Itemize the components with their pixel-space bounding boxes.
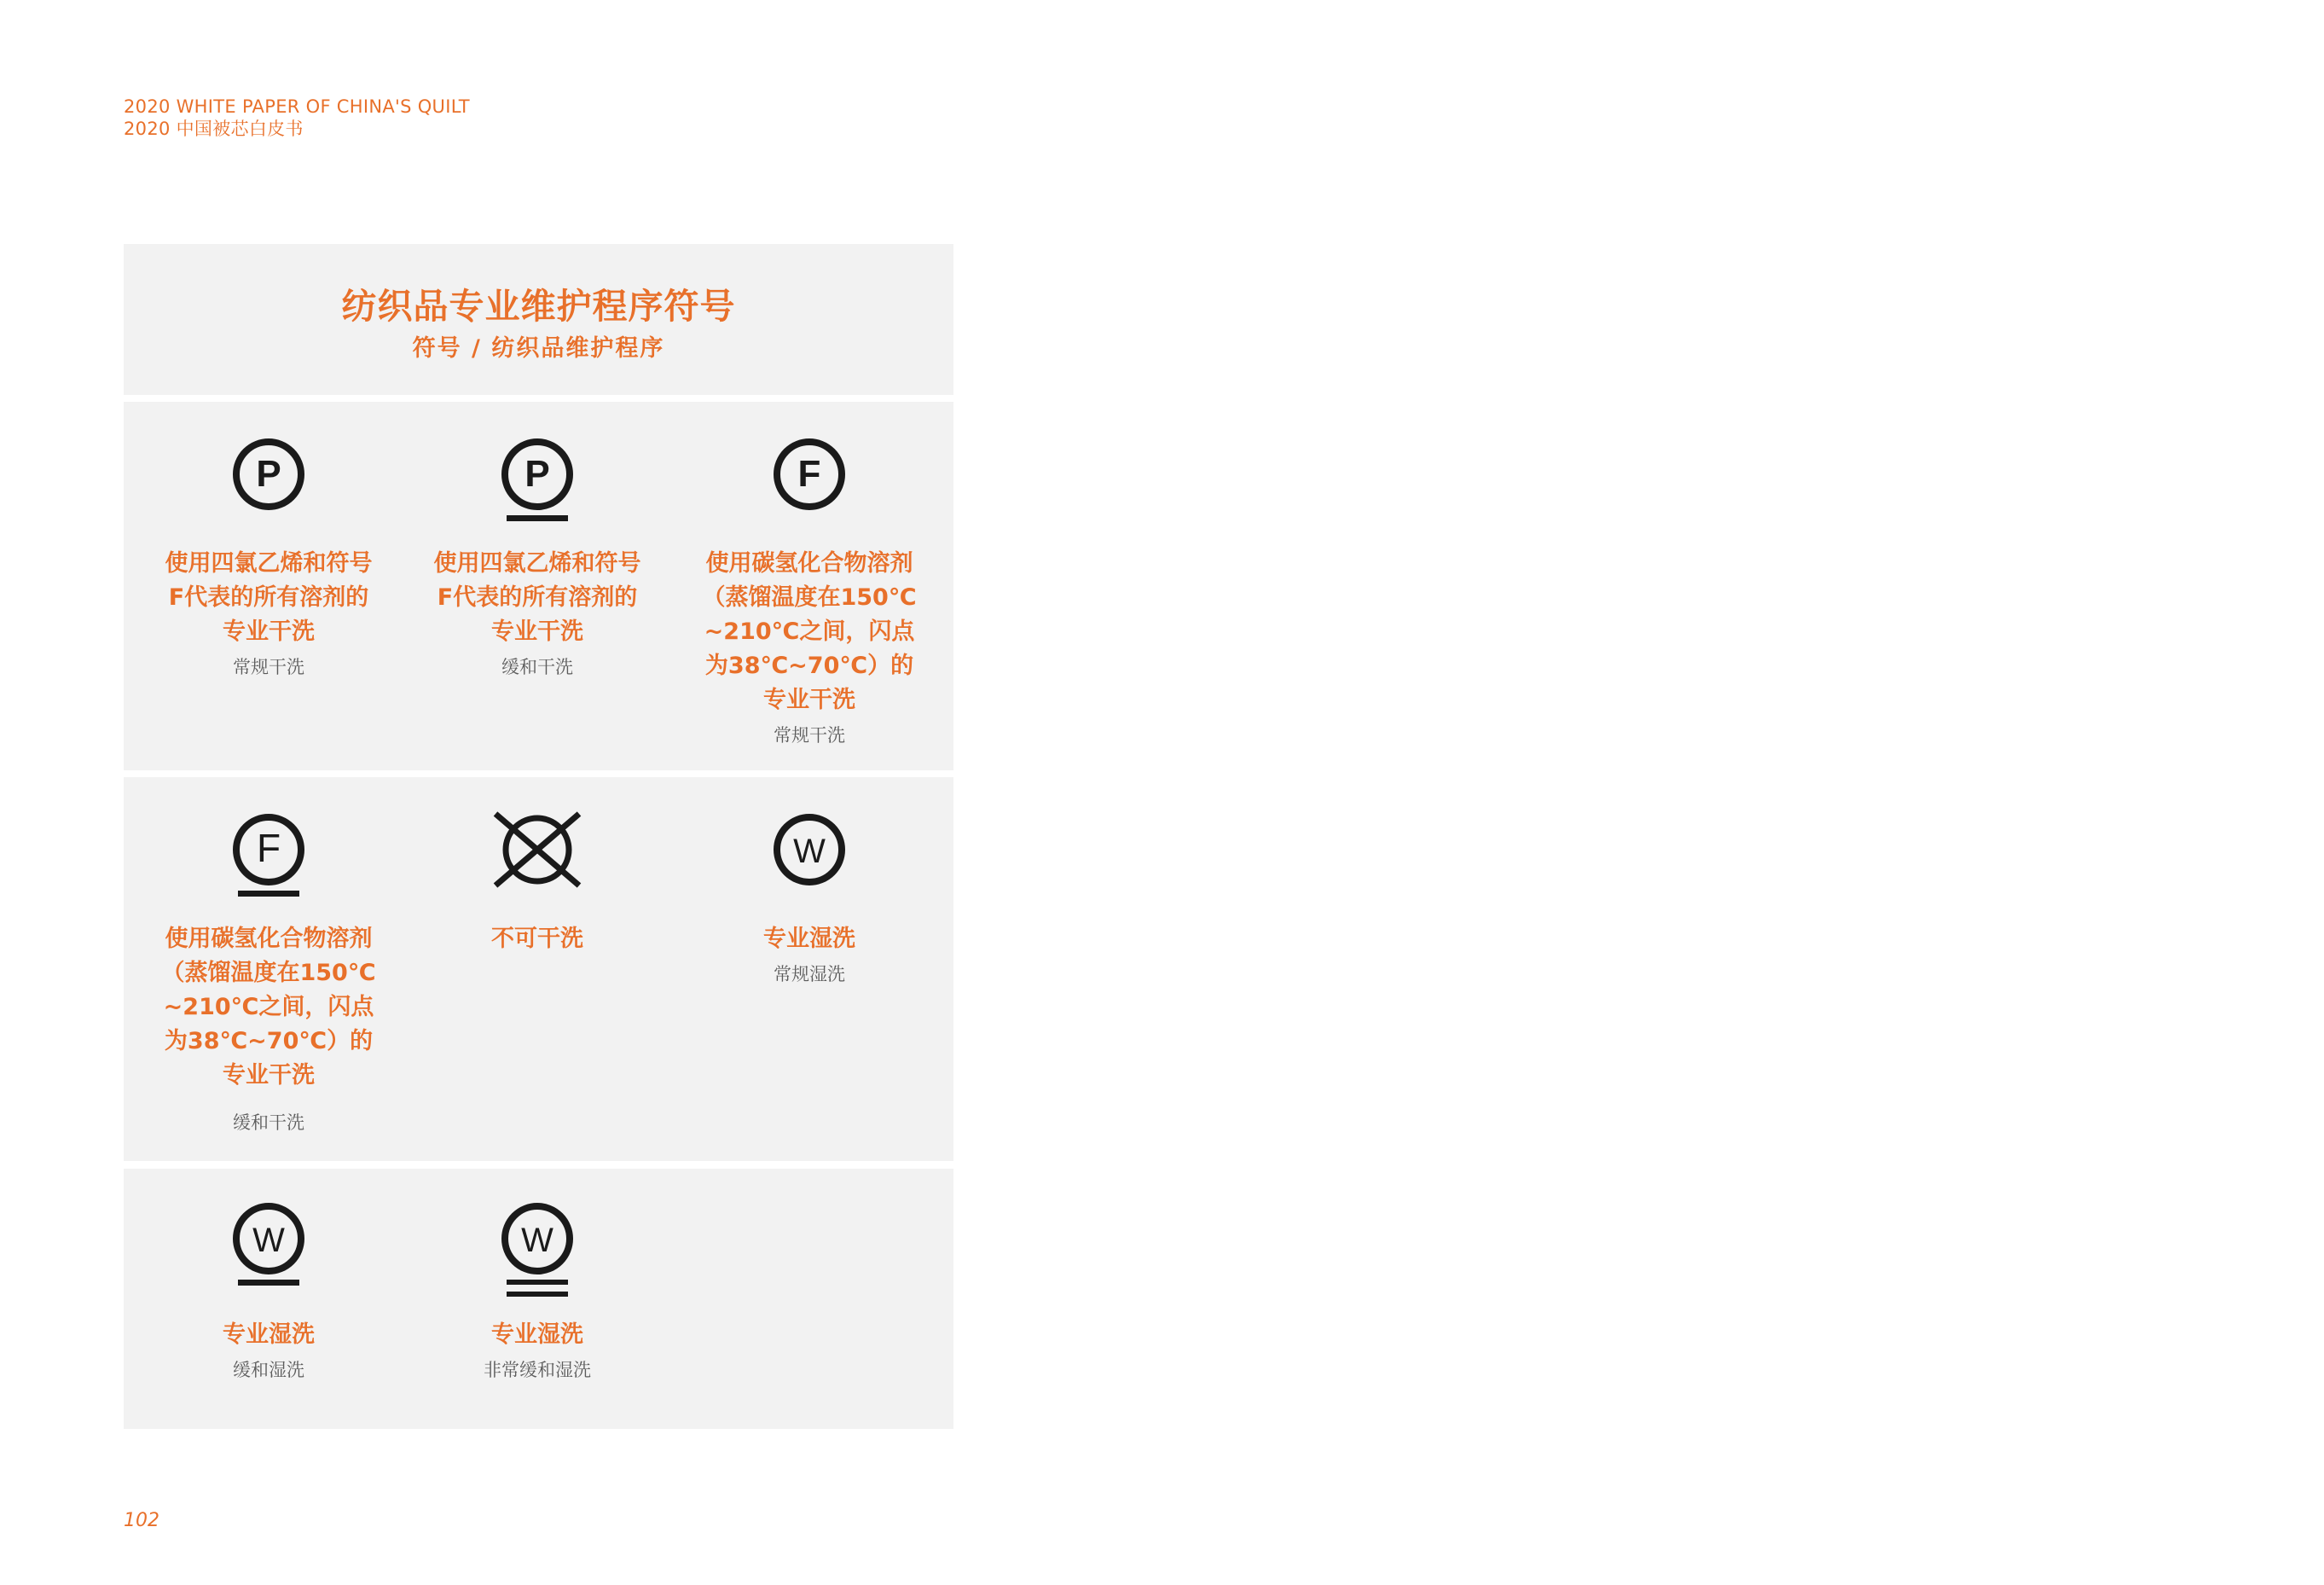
symbol-note: 常规干洗 xyxy=(233,657,304,677)
svg-text:F: F xyxy=(256,826,281,870)
symbol-title: 使用四氯乙烯和符号 F代表的所有溶剂的 专业干洗 xyxy=(165,550,373,645)
symbol-item xyxy=(149,808,388,1135)
symbol-title: 专业湿洗 xyxy=(491,1321,583,1348)
symbol-note: 非常缓和湿洗 xyxy=(484,1360,591,1380)
symbol-note: 常规湿洗 xyxy=(774,964,845,984)
symbol-title: 使用碳氢化合物溶剂 （蒸馏温度在150℃ ~210℃之间，闪点 为38℃~70℃）的 专业干洗 xyxy=(161,926,376,1089)
symbol-note: 缓和湿洗 xyxy=(233,1360,304,1380)
symbol-item xyxy=(149,433,388,680)
circle-w-icon xyxy=(762,808,856,902)
symbol-title: 专业湿洗 xyxy=(223,1321,315,1348)
header-title-en: 2020 WHITE PAPER OF CHINA'S QUILT xyxy=(124,96,470,117)
header-title-cn: 2020 中国被芯白皮书 xyxy=(124,119,304,139)
symbol-note: 常规干洗 xyxy=(774,725,845,746)
symbols-row-1 xyxy=(124,402,953,770)
section-subtitle: 符号 / 纺织品维护程序 xyxy=(412,335,665,362)
title-panel xyxy=(124,244,953,395)
symbol-item xyxy=(418,1197,657,1383)
symbol-item xyxy=(690,433,929,748)
svg-text:W: W xyxy=(521,1222,553,1259)
document-header xyxy=(124,96,470,140)
circle-p-icon xyxy=(222,433,316,526)
svg-text:F: F xyxy=(797,453,821,495)
svg-text:P: P xyxy=(524,453,550,495)
symbol-title: 不可干洗 xyxy=(491,926,583,952)
circle-w-underline-icon xyxy=(222,1197,316,1291)
section-title: 纺织品专业维护程序符号 xyxy=(341,286,736,327)
symbols-row-2 xyxy=(124,777,953,1161)
symbol-title: 使用碳氢化合物溶剂 （蒸馏温度在150℃ ~210℃之间，闪点 为38℃~70℃）的 专业干洗 xyxy=(702,550,917,713)
circle-w-double-underline-icon xyxy=(490,1197,584,1308)
svg-text:P: P xyxy=(256,453,281,495)
symbol-item xyxy=(149,1197,388,1383)
symbol-title: 使用四氯乙烯和符号 F代表的所有溶剂的 专业干洗 xyxy=(433,550,641,645)
crossed-circle-icon xyxy=(490,808,584,902)
circle-f-icon xyxy=(762,433,856,526)
page-number: 102 xyxy=(124,1510,159,1531)
symbol-title: 专业湿洗 xyxy=(763,926,855,952)
circle-f-underline-icon xyxy=(222,808,316,902)
symbol-item xyxy=(690,808,929,987)
symbol-note: 缓和干洗 xyxy=(233,1112,304,1133)
symbol-item xyxy=(418,433,657,680)
symbols-row-3 xyxy=(124,1169,953,1429)
svg-text:W: W xyxy=(793,833,826,870)
circle-p-underline-icon xyxy=(490,433,584,526)
svg-text:W: W xyxy=(252,1222,285,1259)
symbol-note: 缓和干洗 xyxy=(501,657,573,677)
symbol-item xyxy=(418,808,657,956)
